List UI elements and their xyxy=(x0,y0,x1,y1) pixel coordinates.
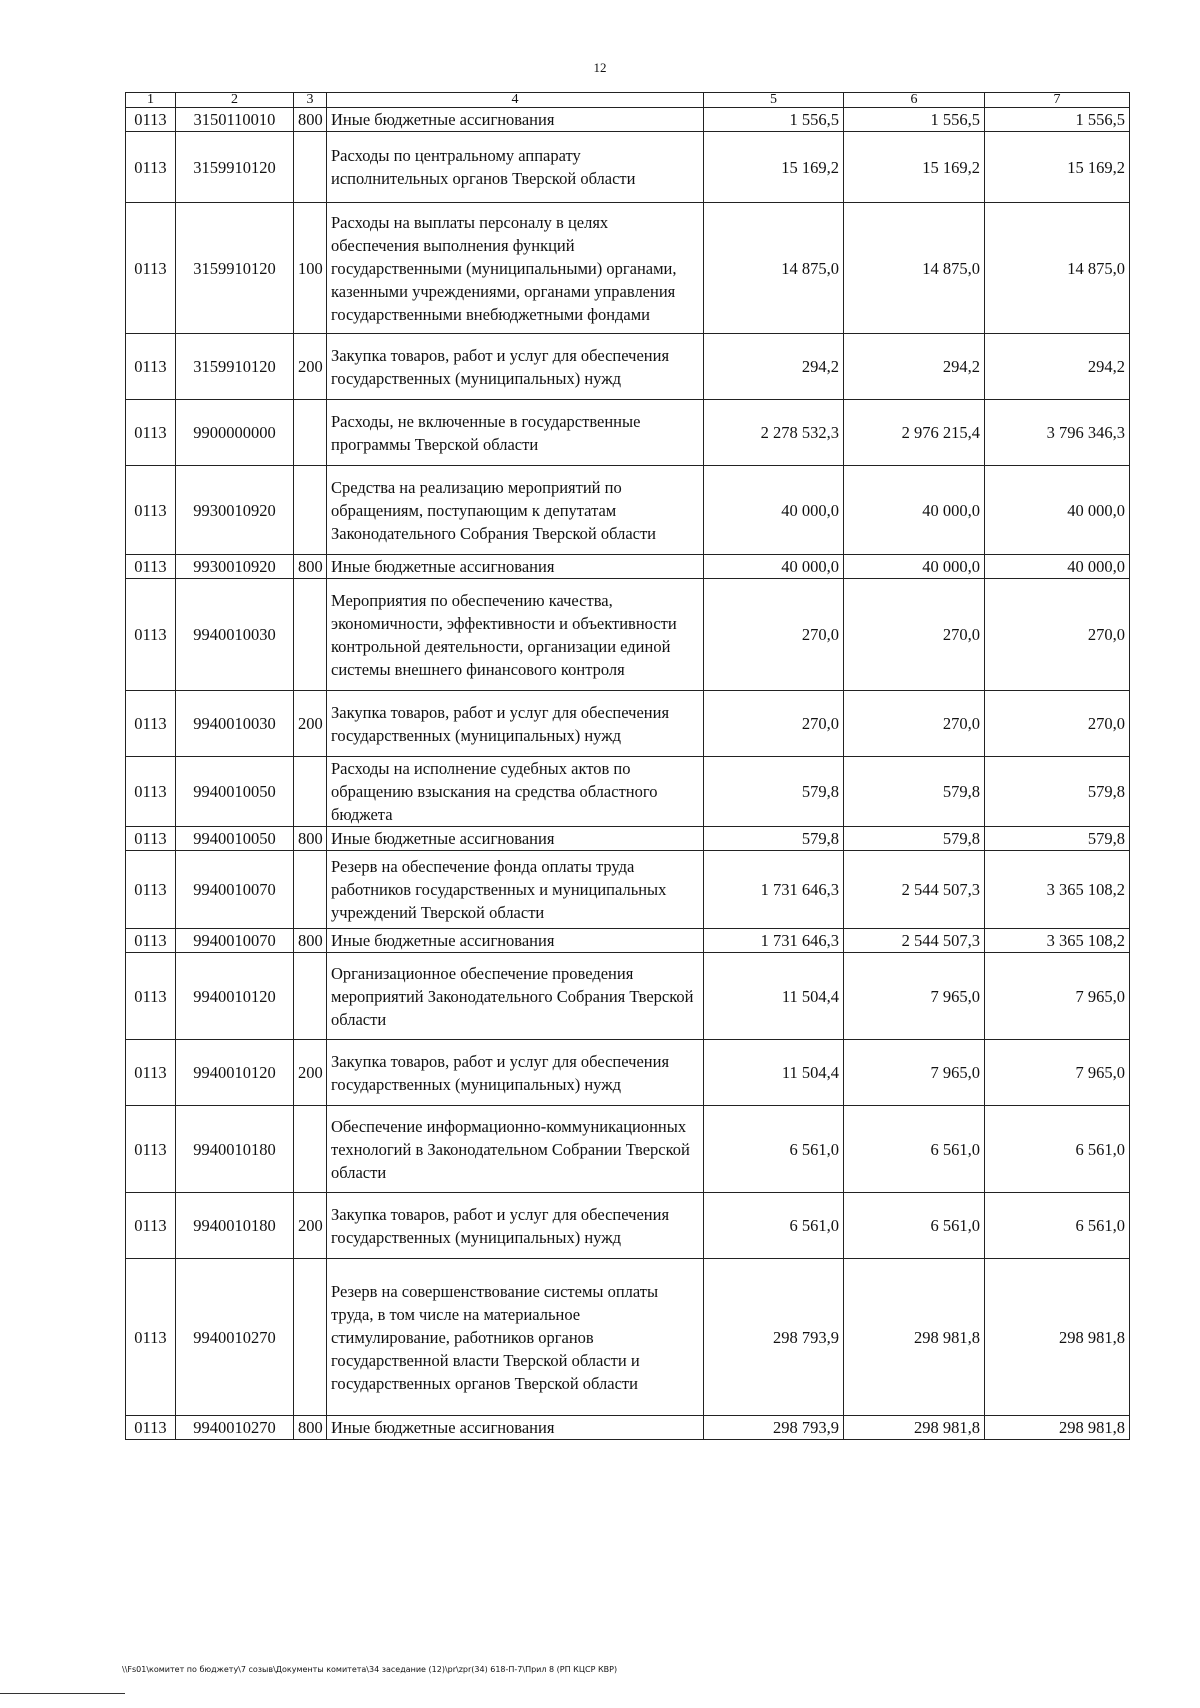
amount-year-3: 294,2 xyxy=(985,334,1130,400)
razdel-code: 0113 xyxy=(126,132,176,203)
amount-year-1: 2 278 532,3 xyxy=(704,400,844,466)
target-article-code: 9940010050 xyxy=(176,757,294,827)
target-article-code: 9940010120 xyxy=(176,953,294,1040)
table-row xyxy=(126,334,1130,400)
footer-rule xyxy=(0,1693,125,1694)
target-article-code: 9940010030 xyxy=(176,691,294,757)
razdel-code: 0113 xyxy=(126,203,176,334)
target-article-code: 9940010030 xyxy=(176,579,294,691)
amount-year-3: 270,0 xyxy=(985,691,1130,757)
amount-year-3: 3 796 346,3 xyxy=(985,400,1130,466)
amount-year-3: 40 000,0 xyxy=(985,466,1130,555)
file-path: \\Fs01\комитет по бюджету\7 созыв\Документы комитета\34 заседание (12)\pr\zpr(34) 618-П-7\Прил 8 (РП КЦСР КВР) xyxy=(122,1665,618,1674)
page-number: 12 xyxy=(593,60,607,75)
target-article-code: 9940010050 xyxy=(176,827,294,851)
amount-year-3: 6 561,0 xyxy=(985,1193,1130,1259)
amount-year-1: 6 561,0 xyxy=(704,1193,844,1259)
expense-name: Мероприятия по обеспечению качества, экономичности, эффективности и объективности контрольной деятельности, организации единой системы внешнего финансового контроля xyxy=(327,579,704,691)
razdel-code: 0113 xyxy=(126,555,176,579)
table-row xyxy=(126,466,1130,555)
expense-name: Закупка товаров, работ и услуг для обеспечения государственных (муниципальных) нужд xyxy=(327,691,704,757)
expense-type-code: 200 xyxy=(294,1040,327,1106)
razdel-code: 0113 xyxy=(126,757,176,827)
expense-type-code: 800 xyxy=(294,929,327,953)
expense-name: Расходы, не включенные в государственные программы Тверской области xyxy=(327,400,704,466)
expense-type-code: 200 xyxy=(294,334,327,400)
amount-year-1: 1 731 646,3 xyxy=(704,851,844,929)
column-number: 5 xyxy=(704,93,844,108)
column-number-row xyxy=(126,93,1130,108)
amount-year-3: 270,0 xyxy=(985,579,1130,691)
expense-name: Закупка товаров, работ и услуг для обеспечения государственных (муниципальных) нужд xyxy=(327,1040,704,1106)
amount-year-2: 15 169,2 xyxy=(844,132,985,203)
table-row xyxy=(126,1040,1130,1106)
target-article-code: 3159910120 xyxy=(176,203,294,334)
amount-year-1: 579,8 xyxy=(704,827,844,851)
amount-year-2: 579,8 xyxy=(844,827,985,851)
amount-year-1: 298 793,9 xyxy=(704,1416,844,1440)
razdel-code: 0113 xyxy=(126,1040,176,1106)
target-article-code: 9930010920 xyxy=(176,466,294,555)
expense-name: Обеспечение информационно-коммуникационных технологий в Законодательном Собрании Тверской области xyxy=(327,1106,704,1193)
table-row xyxy=(126,203,1130,334)
table-row xyxy=(126,1416,1130,1440)
column-number: 7 xyxy=(985,93,1130,108)
expense-name: Средства на реализацию мероприятий по обращениям, поступающим к депутатам Законодательного Собрания Тверской области xyxy=(327,466,704,555)
expense-name: Иные бюджетные ассигнования xyxy=(327,555,704,579)
amount-year-1: 270,0 xyxy=(704,691,844,757)
amount-year-2: 40 000,0 xyxy=(844,555,985,579)
target-article-code: 9900000000 xyxy=(176,400,294,466)
target-article-code: 9930010920 xyxy=(176,555,294,579)
table-row xyxy=(126,929,1130,953)
table-row xyxy=(126,757,1130,827)
target-article-code: 9940010120 xyxy=(176,1040,294,1106)
expense-type-code xyxy=(294,400,327,466)
expense-type-code: 800 xyxy=(294,108,327,132)
column-number: 4 xyxy=(327,93,704,108)
budget-table xyxy=(125,92,1130,1440)
amount-year-2: 2 976 215,4 xyxy=(844,400,985,466)
amount-year-1: 579,8 xyxy=(704,757,844,827)
expense-type-code xyxy=(294,953,327,1040)
expense-type-code xyxy=(294,466,327,555)
target-article-code: 3150110010 xyxy=(176,108,294,132)
expense-type-code: 200 xyxy=(294,1193,327,1259)
amount-year-3: 15 169,2 xyxy=(985,132,1130,203)
table-row xyxy=(126,1259,1130,1416)
table-row xyxy=(126,579,1130,691)
razdel-code: 0113 xyxy=(126,579,176,691)
amount-year-1: 15 169,2 xyxy=(704,132,844,203)
amount-year-1: 6 561,0 xyxy=(704,1106,844,1193)
amount-year-2: 7 965,0 xyxy=(844,1040,985,1106)
expense-type-code xyxy=(294,1259,327,1416)
amount-year-1: 14 875,0 xyxy=(704,203,844,334)
razdel-code: 0113 xyxy=(126,953,176,1040)
amount-year-2: 579,8 xyxy=(844,757,985,827)
razdel-code: 0113 xyxy=(126,691,176,757)
table-row xyxy=(126,953,1130,1040)
expense-type-code xyxy=(294,132,327,203)
column-number: 2 xyxy=(176,93,294,108)
expense-name: Закупка товаров, работ и услуг для обеспечения государственных (муниципальных) нужд xyxy=(327,334,704,400)
target-article-code: 3159910120 xyxy=(176,334,294,400)
amount-year-1: 11 504,4 xyxy=(704,1040,844,1106)
expense-type-code: 800 xyxy=(294,555,327,579)
razdel-code: 0113 xyxy=(126,1416,176,1440)
table-body xyxy=(126,108,1130,1440)
expense-type-code xyxy=(294,757,327,827)
amount-year-1: 1 731 646,3 xyxy=(704,929,844,953)
expense-name: Иные бюджетные ассигнования xyxy=(327,827,704,851)
razdel-code: 0113 xyxy=(126,827,176,851)
expense-type-code: 800 xyxy=(294,827,327,851)
expense-name: Организационное обеспечение проведения мероприятий Законодательного Собрания Тверской области xyxy=(327,953,704,1040)
target-article-code: 3159910120 xyxy=(176,132,294,203)
amount-year-3: 40 000,0 xyxy=(985,555,1130,579)
razdel-code: 0113 xyxy=(126,1193,176,1259)
expense-name: Закупка товаров, работ и услуг для обеспечения государственных (муниципальных) нужд xyxy=(327,1193,704,1259)
table-row xyxy=(126,400,1130,466)
target-article-code: 9940010180 xyxy=(176,1106,294,1193)
amount-year-2: 2 544 507,3 xyxy=(844,851,985,929)
expense-type-code xyxy=(294,1106,327,1193)
target-article-code: 9940010070 xyxy=(176,851,294,929)
amount-year-1: 294,2 xyxy=(704,334,844,400)
amount-year-3: 3 365 108,2 xyxy=(985,851,1130,929)
amount-year-3: 1 556,5 xyxy=(985,108,1130,132)
amount-year-2: 14 875,0 xyxy=(844,203,985,334)
table-row xyxy=(126,132,1130,203)
razdel-code: 0113 xyxy=(126,466,176,555)
amount-year-2: 270,0 xyxy=(844,691,985,757)
expense-name: Иные бюджетные ассигнования xyxy=(327,929,704,953)
target-article-code: 9940010270 xyxy=(176,1259,294,1416)
razdel-code: 0113 xyxy=(126,929,176,953)
amount-year-1: 298 793,9 xyxy=(704,1259,844,1416)
amount-year-1: 1 556,5 xyxy=(704,108,844,132)
table-row xyxy=(126,108,1130,132)
expense-name: Расходы на исполнение судебных актов по обращению взыскания на средства областного бюджета xyxy=(327,757,704,827)
table-row xyxy=(126,555,1130,579)
amount-year-2: 2 544 507,3 xyxy=(844,929,985,953)
table-row xyxy=(126,1106,1130,1193)
column-number: 1 xyxy=(126,93,176,108)
amount-year-3: 298 981,8 xyxy=(985,1416,1130,1440)
amount-year-2: 40 000,0 xyxy=(844,466,985,555)
amount-year-3: 298 981,8 xyxy=(985,1259,1130,1416)
amount-year-2: 7 965,0 xyxy=(844,953,985,1040)
amount-year-3: 14 875,0 xyxy=(985,203,1130,334)
amount-year-1: 270,0 xyxy=(704,579,844,691)
amount-year-2: 298 981,8 xyxy=(844,1259,985,1416)
expense-type-code xyxy=(294,579,327,691)
target-article-code: 9940010270 xyxy=(176,1416,294,1440)
razdel-code: 0113 xyxy=(126,1259,176,1416)
expense-name: Резерв на совершенствование системы оплаты труда, в том числе на материальное стимулирование, работников органов государственной власти Тверской области и государственных органов Тверской области xyxy=(327,1259,704,1416)
amount-year-3: 6 561,0 xyxy=(985,1106,1130,1193)
expense-name: Расходы на выплаты персоналу в целях обеспечения выполнения функций государственными (муниципальными) органами, казенными учреждениями, органами управления государственными внебюджетными фондами xyxy=(327,203,704,334)
expense-type-code: 100 xyxy=(294,203,327,334)
table-row xyxy=(126,851,1130,929)
expense-name: Расходы по центральному аппарату исполнительных органов Тверской области xyxy=(327,132,704,203)
razdel-code: 0113 xyxy=(126,108,176,132)
expense-type-code: 800 xyxy=(294,1416,327,1440)
table-row xyxy=(126,827,1130,851)
amount-year-3: 579,8 xyxy=(985,827,1130,851)
amount-year-1: 11 504,4 xyxy=(704,953,844,1040)
expense-name: Иные бюджетные ассигнования xyxy=(327,1416,704,1440)
razdel-code: 0113 xyxy=(126,400,176,466)
amount-year-3: 7 965,0 xyxy=(985,953,1130,1040)
expense-name: Резерв на обеспечение фонда оплаты труда работников государственных и муниципальных учреждений Тверской области xyxy=(327,851,704,929)
amount-year-2: 294,2 xyxy=(844,334,985,400)
amount-year-2: 270,0 xyxy=(844,579,985,691)
amount-year-2: 6 561,0 xyxy=(844,1106,985,1193)
table-row xyxy=(126,1193,1130,1259)
amount-year-2: 6 561,0 xyxy=(844,1193,985,1259)
amount-year-2: 298 981,8 xyxy=(844,1416,985,1440)
razdel-code: 0113 xyxy=(126,1106,176,1193)
table-row xyxy=(126,691,1130,757)
column-number: 6 xyxy=(844,93,985,108)
amount-year-3: 579,8 xyxy=(985,757,1130,827)
amount-year-3: 7 965,0 xyxy=(985,1040,1130,1106)
expense-type-code: 200 xyxy=(294,691,327,757)
razdel-code: 0113 xyxy=(126,851,176,929)
amount-year-3: 3 365 108,2 xyxy=(985,929,1130,953)
amount-year-2: 1 556,5 xyxy=(844,108,985,132)
expense-name: Иные бюджетные ассигнования xyxy=(327,108,704,132)
amount-year-1: 40 000,0 xyxy=(704,555,844,579)
amount-year-1: 40 000,0 xyxy=(704,466,844,555)
razdel-code: 0113 xyxy=(126,334,176,400)
target-article-code: 9940010070 xyxy=(176,929,294,953)
column-number: 3 xyxy=(294,93,327,108)
target-article-code: 9940010180 xyxy=(176,1193,294,1259)
expense-type-code xyxy=(294,851,327,929)
table-header xyxy=(126,93,1130,108)
